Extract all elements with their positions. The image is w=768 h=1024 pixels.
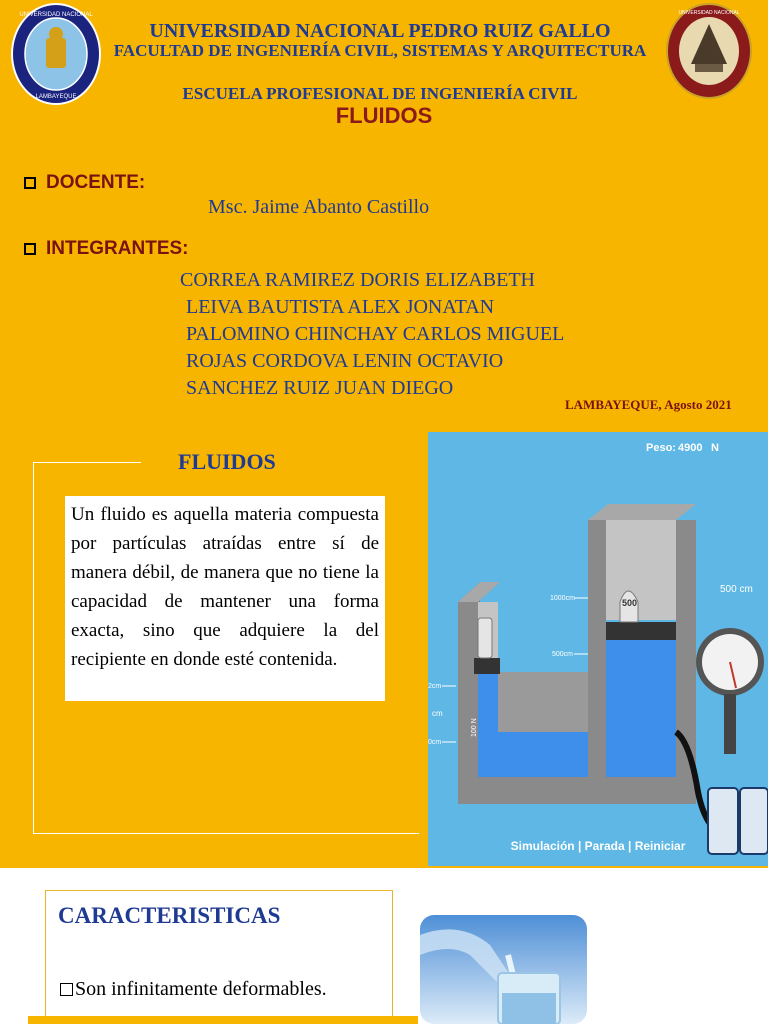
weight-label: 500	[622, 598, 638, 608]
hydraulic-press-simulation	[428, 432, 768, 866]
left-scale-bottom: 0cm	[428, 739, 442, 746]
water-right	[606, 640, 676, 777]
faculty-seal-logo	[665, 2, 753, 100]
member-name: PALOMINO CHINCHAY CARLOS MIGUEL	[186, 323, 565, 345]
edit-tool-icon[interactable]	[708, 788, 738, 854]
large-piston	[606, 622, 676, 640]
definition-text: Un fluido es aquella materia compuesta por partículas atraídas entre sí de manera débil, de manera que no tiene la capacidad de mantener una forma exacta, sino que adquiere la del recipiente en donde esté contenida.	[65, 496, 385, 701]
integrantes-heading	[24, 238, 189, 260]
school-name: ESCUELA PROFESIONAL DE INGENIERÍA CIVIL	[182, 84, 578, 103]
course-title: FLUIDOS	[335, 103, 433, 128]
frame-line	[33, 462, 141, 463]
gauge-label: 500 cm	[720, 584, 753, 595]
yellow-strip	[28, 1016, 418, 1024]
frame-line	[33, 833, 419, 834]
svg-text:UNIVERSIDAD NACIONAL: UNIVERSIDAD NACIONAL	[19, 12, 93, 18]
left-scale-mid: cm	[432, 709, 443, 718]
water-glass-photo	[420, 915, 587, 1024]
checkbox-bullet-icon	[24, 243, 36, 255]
member-name: LEIVA BAUTISTA ALEX JONATAN	[186, 296, 495, 318]
left-scale-top: 2cm	[428, 683, 442, 690]
peso-value: 4900	[678, 442, 703, 454]
integrantes-label: INTEGRANTES:	[46, 238, 189, 259]
refresh-tool-icon[interactable]	[740, 788, 768, 854]
member-name: ROJAS CORDOVA LENIN OCTAVIO	[186, 350, 504, 372]
peso-label: Peso:	[646, 442, 676, 454]
member-name: CORREA RAMIREZ DORIS ELIZABETH	[180, 269, 535, 291]
peso-unit: N	[711, 442, 719, 454]
svg-text:UNIVERSIDAD NACIONAL: UNIVERSIDAD NACIONAL	[678, 10, 740, 16]
water-bottom	[498, 732, 588, 777]
simulation-controls[interactable]: Simulación | Parada | Reiniciar	[510, 839, 686, 853]
characteristics-title: CARACTERISTICAS	[58, 903, 281, 928]
faculty-name: FACULTAD DE INGENIERÍA CIVIL, SISTEMAS Y ARQUITECTURA	[113, 41, 647, 60]
member-name: SANCHEZ RUIZ JUAN DIEGO	[186, 377, 454, 399]
location-date: LAMBAYEQUE, Agosto 2021	[565, 397, 732, 412]
university-name: UNIVERSIDAD NACIONAL PEDRO RUIZ GALLO	[149, 20, 611, 42]
frame-line	[33, 462, 34, 834]
docente-heading	[24, 172, 145, 194]
svg-text:LAMBAYEQUE: LAMBAYEQUE	[35, 94, 77, 100]
section-title: FLUIDOS	[178, 449, 276, 474]
university-seal-logo	[10, 2, 102, 106]
checkbox-bullet-icon	[24, 177, 36, 189]
checkbox-bullet-icon	[60, 983, 73, 996]
level-1000: 1000cm	[550, 595, 575, 602]
level-500: 500cm	[552, 651, 574, 658]
docente-label: DOCENTE:	[46, 172, 146, 193]
small-piston	[474, 658, 500, 674]
docente-name: Msc. Jaime Abanto Castillo	[208, 196, 430, 218]
water-left	[478, 674, 498, 777]
list-item	[60, 978, 327, 1001]
list-item-text: Son infinitamente deformables.	[75, 978, 327, 1000]
piston-force-label: 100 N	[471, 718, 478, 737]
